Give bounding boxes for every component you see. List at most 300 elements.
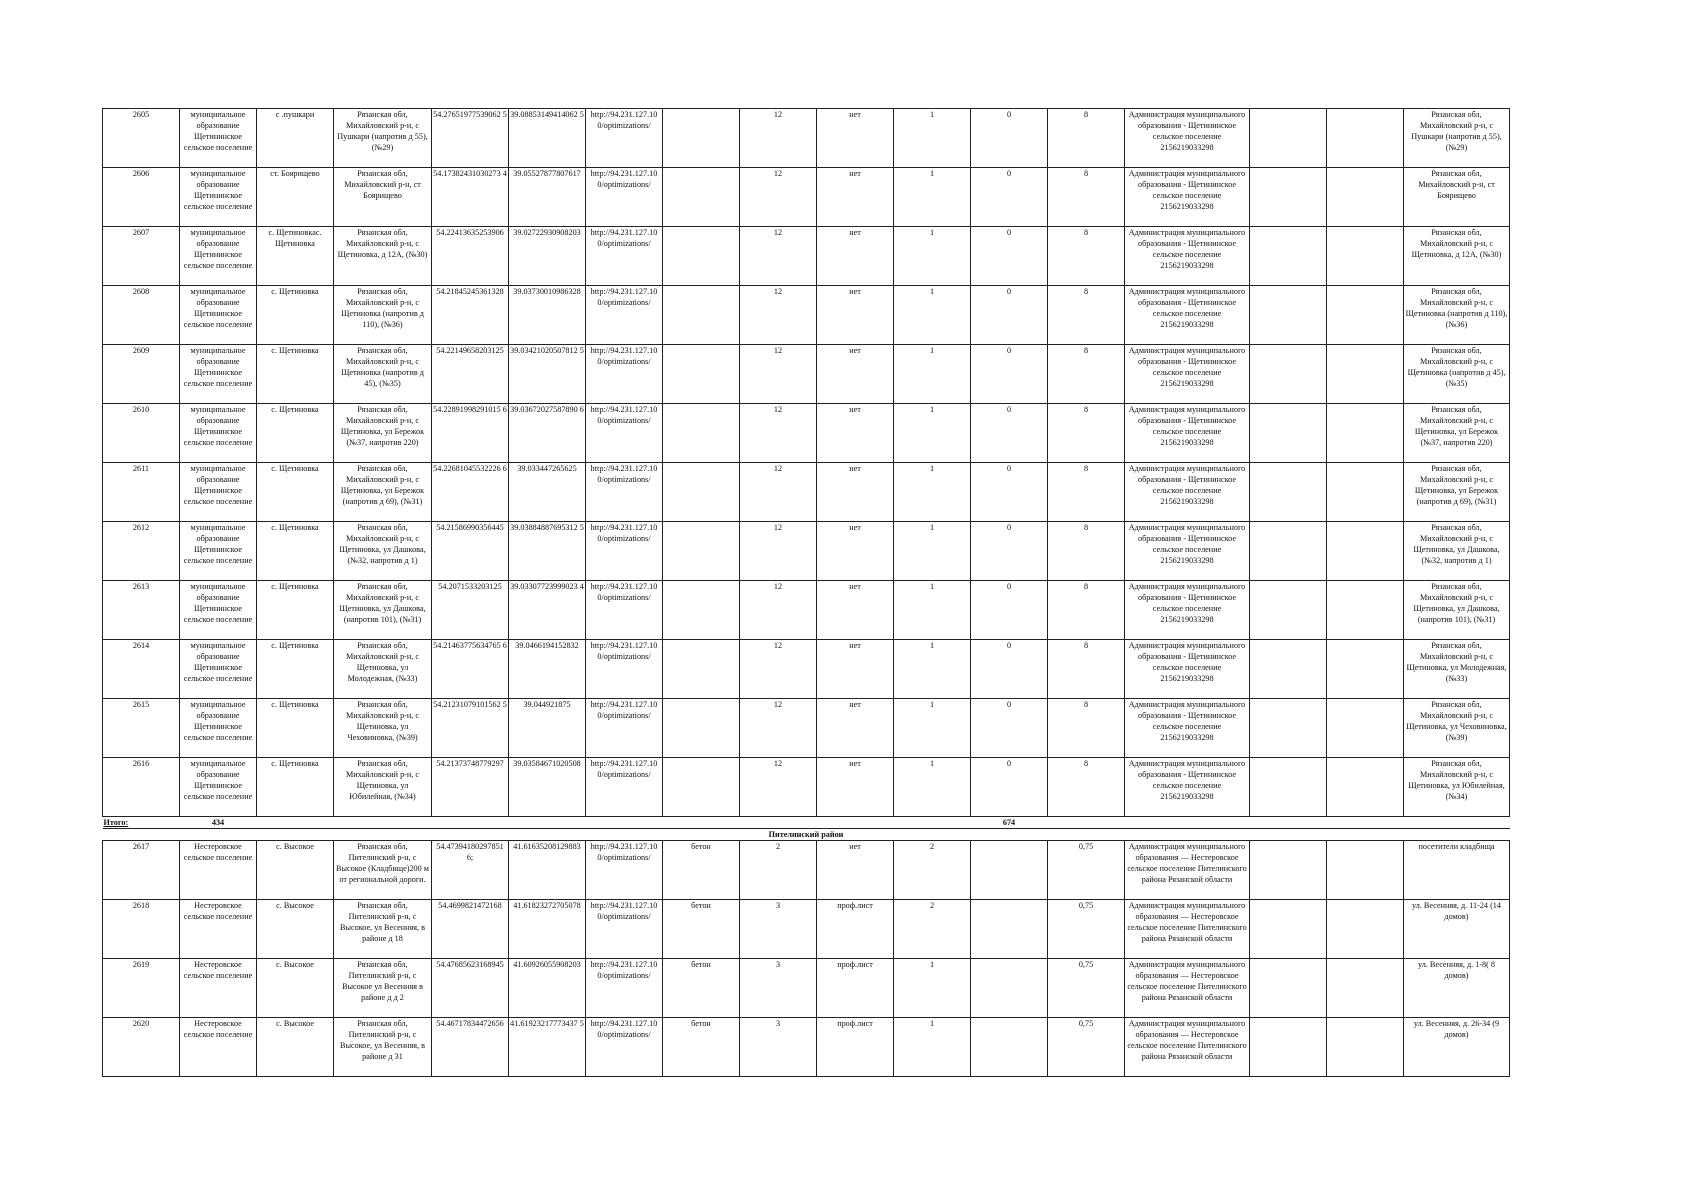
cell-col-b — [1250, 699, 1327, 758]
cell-lat: 54.46717834472656 — [432, 1018, 509, 1077]
cell-volume: 8 — [1048, 581, 1125, 640]
cell-url: http://94.231.127.10 0/optimizations/ — [586, 900, 663, 959]
cell-area: 12 — [740, 699, 817, 758]
cell-url: http://94.231.127.10 0/optimizations/ — [586, 841, 663, 900]
cell-containers: 1 — [894, 168, 971, 227]
cell-col-c — [1327, 109, 1404, 168]
cell-settlement: с. Щетиновка — [257, 699, 334, 758]
cell-area: 12 — [740, 463, 817, 522]
cell-n: 2616 — [103, 758, 180, 817]
table-row — [103, 109, 1510, 168]
cell-municipality: Нестеровское сельское поселение — [180, 1018, 257, 1077]
cell-url: http://94.231.127.10 0/optimizations/ — [586, 404, 663, 463]
cell-containers: 1 — [894, 959, 971, 1018]
cell-address: Рязанская обл, Михайловский р-н, ст Боярищево — [334, 168, 432, 227]
table-row — [103, 404, 1510, 463]
cell-surface — [663, 758, 740, 817]
cell-address: Рязанская обл, Михайловский р-н, с Щетиновка, ул Чеховиновка, (№39) — [334, 699, 432, 758]
cell-col-a: 0 — [971, 758, 1048, 817]
table-row — [103, 581, 1510, 640]
cell-owner: Администрация муниципального образования - Щетининское сельское поселение 2156219033298 — [1125, 345, 1250, 404]
cell-col-b — [1250, 1018, 1327, 1077]
cell-col-c — [1327, 758, 1404, 817]
cell-volume: 8 — [1048, 463, 1125, 522]
cell-fence: проф.лист — [817, 900, 894, 959]
cell-sources: Рязанская обл, Михайловский р-н, с Щетиновка, ул Бережок (напротив д 69), (№31) — [1404, 463, 1510, 522]
cell-url: http://94.231.127.10 0/optimizations/ — [586, 109, 663, 168]
cell-volume: 0,75 — [1048, 841, 1125, 900]
cell-lon: 39.044921875 — [509, 699, 586, 758]
cell-volume: 8 — [1048, 168, 1125, 227]
table-row — [103, 841, 1510, 900]
cell-lon: 39.08853149414062 5 — [509, 109, 586, 168]
cell-address: Рязанская обл, Михайловский р-н, с Щетиновка, ул Дашкова, (№32, напротив д 1) — [334, 522, 432, 581]
cell-fence: нет — [817, 640, 894, 699]
cell-col-a: 0 — [971, 168, 1048, 227]
cell-col-b — [1250, 404, 1327, 463]
cell-settlement: с. Высокое — [257, 841, 334, 900]
cell-col-b — [1250, 463, 1327, 522]
cell-lon: 39.03584671020508 — [509, 758, 586, 817]
cell-sources: ул. Весенняя, д. 11-24 (14 домов) — [1404, 900, 1510, 959]
cell-area: 12 — [740, 581, 817, 640]
cell-lon: 41.61923217773437 5 — [509, 1018, 586, 1077]
cell-settlement: с. Высокое — [257, 900, 334, 959]
cell-municipality: муниципальное образование Щетининское сельское поселение — [180, 286, 257, 345]
cell-lon: 39.05527877807617 — [509, 168, 586, 227]
total-spacer-right — [1048, 817, 1510, 829]
cell-lat: 54.21231079101562 5 — [432, 699, 509, 758]
cell-volume: 8 — [1048, 286, 1125, 345]
cell-col-b — [1250, 841, 1327, 900]
cell-sources: Рязанская обл, Михайловский р-н, с Щетиновка, д 12А, (№30) — [1404, 227, 1510, 286]
cell-col-c — [1327, 404, 1404, 463]
cell-volume: 0,75 — [1048, 1018, 1125, 1077]
cell-containers: 1 — [894, 640, 971, 699]
cell-settlement: с .пушкари — [257, 109, 334, 168]
cell-col-c — [1327, 286, 1404, 345]
cell-lat: 54.47685623168945 — [432, 959, 509, 1018]
cell-col-b — [1250, 345, 1327, 404]
cell-lat: 54.47394180297851 6; — [432, 841, 509, 900]
cell-lon: 39.03672027587890 6 — [509, 404, 586, 463]
cell-municipality: муниципальное образование Щетининское сельское поселение — [180, 109, 257, 168]
cell-owner: Администрация муниципального образования - Щетининское сельское поселение 2156219033298 — [1125, 227, 1250, 286]
cell-lat: 54.4699821472168 — [432, 900, 509, 959]
cell-surface: бетон — [663, 900, 740, 959]
cell-sources: Рязанская обл, Михайловский р-н, с Щетиновка, ул Молодежная, (№33) — [1404, 640, 1510, 699]
cell-lon: 41.61635208129883 — [509, 841, 586, 900]
district-title: Пителинский район — [103, 829, 1510, 841]
cell-containers: 2 — [894, 900, 971, 959]
cell-url: http://94.231.127.10 0/optimizations/ — [586, 522, 663, 581]
cell-url: http://94.231.127.10 0/optimizations/ — [586, 581, 663, 640]
cell-fence: нет — [817, 345, 894, 404]
table-row — [103, 959, 1510, 1018]
cell-col-a: 0 — [971, 404, 1048, 463]
cell-volume: 8 — [1048, 640, 1125, 699]
cell-address: Рязанская обл, Михайловский р-н, с Щетиновка, ул Дашкова, (напротив 101), (№31) — [334, 581, 432, 640]
cell-municipality: Нестеровское сельское поселение — [180, 841, 257, 900]
cell-lat: 54.22681045532226 6 — [432, 463, 509, 522]
cell-fence: нет — [817, 581, 894, 640]
cell-owner: Администрация муниципального образования - Щетининское сельское поселение 2156219033298 — [1125, 522, 1250, 581]
cell-municipality: муниципальное образование Щетининское сельское поселение — [180, 404, 257, 463]
cell-area: 12 — [740, 404, 817, 463]
table-row — [103, 640, 1510, 699]
table-row — [103, 699, 1510, 758]
cell-col-a: 0 — [971, 522, 1048, 581]
register-sheet — [102, 108, 1510, 1077]
cell-surface — [663, 227, 740, 286]
cell-owner: Администрация муниципального образования - Щетининское сельское поселение 2156219033298 — [1125, 581, 1250, 640]
cell-owner: Администрация муниципального образования — Нестеровское сельское поселение Пителинского района Рязанской области — [1125, 959, 1250, 1018]
cell-fence: проф.лист — [817, 959, 894, 1018]
cell-n: 2617 — [103, 841, 180, 900]
cell-address: Рязанская обл, Михайловский р-н, с Щетиновка (напротив д 45), (№35) — [334, 345, 432, 404]
cell-fence: нет — [817, 841, 894, 900]
total-count: 434 — [211, 818, 225, 827]
cell-address: Рязанская обл, Михайловский р-н, с Щетиновка, д 12А, (№30) — [334, 227, 432, 286]
cell-col-a: 0 — [971, 109, 1048, 168]
cell-volume: 0,75 — [1048, 900, 1125, 959]
cell-settlement: с. Щетиновка — [257, 758, 334, 817]
cell-fence: нет — [817, 227, 894, 286]
cell-lon: 39.02722930908203 — [509, 227, 586, 286]
waste-sites-table — [102, 108, 1510, 1077]
cell-settlement: с. Щетиновка — [257, 522, 334, 581]
cell-col-c — [1327, 1018, 1404, 1077]
cell-n: 2612 — [103, 522, 180, 581]
cell-col-b — [1250, 900, 1327, 959]
cell-n: 2611 — [103, 463, 180, 522]
cell-lon: 39.03730010986328 — [509, 286, 586, 345]
cell-address: Рязанская обл, Михайловский р-н, с Щетиновка, ул Бережок (напротив д 69), (№31) — [334, 463, 432, 522]
cell-n: 2613 — [103, 581, 180, 640]
cell-url: http://94.231.127.10 0/optimizations/ — [586, 227, 663, 286]
cell-col-b — [1250, 959, 1327, 1018]
cell-owner: Администрация муниципального образования - Щетининское сельское поселение 2156219033298 — [1125, 109, 1250, 168]
cell-url: http://94.231.127.10 0/optimizations/ — [586, 463, 663, 522]
cell-address: Рязанская обл, Михайловский р-н, с Щетиновка (напротив д 110), (№36) — [334, 286, 432, 345]
cell-surface — [663, 522, 740, 581]
table-row — [103, 522, 1510, 581]
cell-lat: 54.22413635253906 — [432, 227, 509, 286]
cell-lat: 54.22149658203125 — [432, 345, 509, 404]
cell-url: http://94.231.127.10 0/optimizations/ — [586, 959, 663, 1018]
cell-owner: Администрация муниципального образования - Щетининское сельское поселение 2156219033298 — [1125, 463, 1250, 522]
cell-owner: Администрация муниципального образования — Нестеровское сельское поселение Пителинского района Рязанской области — [1125, 1018, 1250, 1077]
cell-col-a: 0 — [971, 227, 1048, 286]
cell-col-c — [1327, 345, 1404, 404]
cell-col-b — [1250, 168, 1327, 227]
cell-sources: ул. Весенняя, д. 26-34 (9 домов) — [1404, 1018, 1510, 1077]
cell-area: 12 — [740, 640, 817, 699]
total-group — [103, 817, 1510, 841]
cell-area: 3 — [740, 1018, 817, 1077]
cell-fence: нет — [817, 522, 894, 581]
cell-surface — [663, 345, 740, 404]
cell-address: Рязанская обл, Пителинский р-н, с Высокое, ул Весенняя, в районе д 18 — [334, 900, 432, 959]
cell-area: 12 — [740, 168, 817, 227]
cell-volume: 8 — [1048, 758, 1125, 817]
cell-lon: 39.033447265625 — [509, 463, 586, 522]
cell-sources: Рязанская обл, Михайловский р-н, с Щетиновка, ул Бережок (№37, напротив 220) — [1404, 404, 1510, 463]
cell-n: 2615 — [103, 699, 180, 758]
cell-surface — [663, 463, 740, 522]
cell-containers: 1 — [894, 109, 971, 168]
cell-col-a — [971, 959, 1048, 1018]
cell-municipality: Нестеровское сельское поселение — [180, 900, 257, 959]
cell-fence: нет — [817, 758, 894, 817]
cell-volume: 8 — [1048, 227, 1125, 286]
table-row — [103, 900, 1510, 959]
cell-municipality: муниципальное образование Щетининское сельское поселение — [180, 758, 257, 817]
rows-group-pitelinsky — [103, 841, 1510, 1077]
cell-sources: Рязанская обл, Михайловский р-н, с Щетиновка, ул Чеховиновка, (№39) — [1404, 699, 1510, 758]
cell-col-a — [971, 900, 1048, 959]
table-row — [103, 345, 1510, 404]
cell-containers: 1 — [894, 758, 971, 817]
cell-area: 12 — [740, 286, 817, 345]
total-spacer — [257, 817, 971, 829]
cell-municipality: муниципальное образование Щетининское сельское поселение — [180, 463, 257, 522]
cell-municipality: муниципальное образование Щетининское сельское поселение — [180, 522, 257, 581]
cell-col-c — [1327, 640, 1404, 699]
cell-col-a: 0 — [971, 345, 1048, 404]
cell-url: http://94.231.127.10 0/optimizations/ — [586, 699, 663, 758]
cell-n: 2608 — [103, 286, 180, 345]
cell-owner: Администрация муниципального образования - Щетининское сельское поселение 2156219033298 — [1125, 699, 1250, 758]
cell-col-a: 0 — [971, 286, 1048, 345]
cell-surface: бетон — [663, 1018, 740, 1077]
cell-volume: 8 — [1048, 109, 1125, 168]
cell-col-c — [1327, 841, 1404, 900]
cell-municipality: муниципальное образование Щетининское сельское поселение — [180, 640, 257, 699]
cell-volume: 8 — [1048, 522, 1125, 581]
cell-sources: Рязанская обл, Михайловский р-н, с Щетиновка (напротив д 110), (№36) — [1404, 286, 1510, 345]
cell-surface — [663, 168, 740, 227]
cell-settlement: с. Щетиновка — [257, 581, 334, 640]
cell-containers: 1 — [894, 522, 971, 581]
cell-address: Рязанская обл, Михайловский р-н, с Пушкари (напротив д 55), (№29) — [334, 109, 432, 168]
cell-surface — [663, 109, 740, 168]
cell-sources: Рязанская обл, Михайловский р-н, с Щетиновка (напротив д 45), (№35) — [1404, 345, 1510, 404]
cell-url: http://94.231.127.10 0/optimizations/ — [586, 1018, 663, 1077]
cell-surface — [663, 699, 740, 758]
cell-col-a — [971, 1018, 1048, 1077]
cell-area: 12 — [740, 345, 817, 404]
cell-col-a: 0 — [971, 581, 1048, 640]
cell-url: http://94.231.127.10 0/optimizations/ — [586, 345, 663, 404]
cell-lon: 39.03307723999023 4 — [509, 581, 586, 640]
cell-col-a — [971, 841, 1048, 900]
cell-col-a: 0 — [971, 640, 1048, 699]
cell-lon: 39.0466194152832 — [509, 640, 586, 699]
cell-sources: посетители кладбища — [1404, 841, 1510, 900]
cell-surface — [663, 404, 740, 463]
cell-address: Рязанская обл, Михайловский р-н, с Щетиновка, ул Юбилейная, (№34) — [334, 758, 432, 817]
cell-area: 12 — [740, 227, 817, 286]
table-row — [103, 168, 1510, 227]
cell-url: http://94.231.127.10 0/optimizations/ — [586, 640, 663, 699]
cell-col-c — [1327, 959, 1404, 1018]
cell-lon: 39.03884887695312 5 — [509, 522, 586, 581]
cell-municipality: муниципальное образование Щетининское сельское поселение — [180, 227, 257, 286]
cell-volume: 8 — [1048, 699, 1125, 758]
cell-col-b — [1250, 640, 1327, 699]
cell-containers: 1 — [894, 345, 971, 404]
cell-settlement: ст. Боярищево — [257, 168, 334, 227]
cell-fence: нет — [817, 699, 894, 758]
cell-owner: Администрация муниципального образования — Нестеровское сельское поселение Пителинского района Рязанской области — [1125, 900, 1250, 959]
cell-sources: ул. Весенняя, д. 1-8( 8 домов) — [1404, 959, 1510, 1018]
total-label: Итого: — [103, 818, 129, 827]
cell-fence: нет — [817, 404, 894, 463]
cell-lat: 54.21586990356445 — [432, 522, 509, 581]
cell-col-a: 0 — [971, 463, 1048, 522]
cell-fence: проф.лист — [817, 1018, 894, 1077]
cell-sources: Рязанская обл, Михайловский р-н, ст Боярищево — [1404, 168, 1510, 227]
cell-address: Рязанская обл, Михайловский р-н, с Щетиновка, ул Молодежная, (№33) — [334, 640, 432, 699]
cell-lat: 54.27651977539062 5 — [432, 109, 509, 168]
cell-municipality: муниципальное образование Щетининское сельское поселение — [180, 581, 257, 640]
cell-area: 12 — [740, 109, 817, 168]
cell-url: http://94.231.127.10 0/optimizations/ — [586, 758, 663, 817]
cell-n: 2618 — [103, 900, 180, 959]
cell-area: 12 — [740, 522, 817, 581]
cell-url: http://94.231.127.10 0/optimizations/ — [586, 168, 663, 227]
cell-url: http://94.231.127.10 0/optimizations/ — [586, 286, 663, 345]
cell-lat: 54.21845245361328 — [432, 286, 509, 345]
cell-surface — [663, 581, 740, 640]
cell-municipality: муниципальное образование Щетининское сельское поселение — [180, 345, 257, 404]
cell-owner: Администрация муниципального образования - Щетининское сельское поселение 2156219033298 — [1125, 640, 1250, 699]
cell-lat: 54.21373748779297 — [432, 758, 509, 817]
total-row — [103, 817, 1510, 829]
cell-fence: нет — [817, 463, 894, 522]
cell-lat: 54.21463775634765 6 — [432, 640, 509, 699]
cell-settlement: с. Высокое — [257, 1018, 334, 1077]
cell-col-c — [1327, 900, 1404, 959]
cell-containers: 1 — [894, 699, 971, 758]
cell-area: 3 — [740, 959, 817, 1018]
cell-col-c — [1327, 168, 1404, 227]
cell-lon: 41.61823272705078 — [509, 900, 586, 959]
cell-col-c — [1327, 522, 1404, 581]
cell-owner: Администрация муниципального образования - Щетининское сельское поселение 2156219033298 — [1125, 286, 1250, 345]
cell-containers: 1 — [894, 404, 971, 463]
cell-n: 2606 — [103, 168, 180, 227]
cell-lat: 54.17382431030273 4 — [432, 168, 509, 227]
cell-owner: Администрация муниципального образования - Щетининское сельское поселение 2156219033298 — [1125, 168, 1250, 227]
cell-municipality: Нестеровское сельское поселение — [180, 959, 257, 1018]
total-containers: 674 — [1002, 818, 1016, 827]
cell-fence: нет — [817, 168, 894, 227]
cell-volume: 8 — [1048, 404, 1125, 463]
cell-settlement: с. Щетиновка — [257, 404, 334, 463]
cell-address: Рязанская обл, Пителинский р-н, с Высокое ул Весенняя в районе д д 2 — [334, 959, 432, 1018]
cell-sources: Рязанская обл, Михайловский р-н, с Пушкари (напротив д 55), (№29) — [1404, 109, 1510, 168]
cell-containers: 1 — [894, 286, 971, 345]
cell-containers: 1 — [894, 581, 971, 640]
cell-containers: 1 — [894, 1018, 971, 1077]
cell-n: 2610 — [103, 404, 180, 463]
cell-n: 2605 — [103, 109, 180, 168]
cell-settlement: с. Щетиновка — [257, 640, 334, 699]
cell-col-b — [1250, 286, 1327, 345]
cell-containers: 1 — [894, 463, 971, 522]
cell-address: Рязанская обл, Михайловский р-н, с Щетиновка, ул Бережок (№37, напротив 220) — [334, 404, 432, 463]
cell-col-b — [1250, 227, 1327, 286]
cell-fence: нет — [817, 109, 894, 168]
cell-area: 12 — [740, 758, 817, 817]
cell-fence: нет — [817, 286, 894, 345]
cell-sources: Рязанская обл, Михайловский р-н, с Щетиновка, ул Юбилейная, (№34) — [1404, 758, 1510, 817]
cell-col-c — [1327, 463, 1404, 522]
table-row — [103, 286, 1510, 345]
cell-col-b — [1250, 522, 1327, 581]
cell-containers: 2 — [894, 841, 971, 900]
cell-settlement: с. Щетиновкаc. Щетиновка — [257, 227, 334, 286]
cell-col-c — [1327, 699, 1404, 758]
cell-settlement: с. Щетиновка — [257, 345, 334, 404]
table-row — [103, 758, 1510, 817]
cell-containers: 1 — [894, 227, 971, 286]
cell-surface: бетон — [663, 959, 740, 1018]
cell-col-b — [1250, 109, 1327, 168]
cell-surface: бетон — [663, 841, 740, 900]
cell-owner: Администрация муниципального образования - Щетининское сельское поселение 2156219033298 — [1125, 758, 1250, 817]
cell-municipality: муниципальное образование Щетининское сельское поселение — [180, 168, 257, 227]
cell-col-b — [1250, 581, 1327, 640]
cell-settlement: с. Щетиновка — [257, 286, 334, 345]
cell-volume: 8 — [1048, 345, 1125, 404]
cell-lon: 39.03421020507812 5 — [509, 345, 586, 404]
cell-n: 2614 — [103, 640, 180, 699]
table-row — [103, 463, 1510, 522]
rows-group-mikhailovsky — [103, 109, 1510, 817]
cell-area: 2 — [740, 841, 817, 900]
cell-settlement: с. Щетиновка — [257, 463, 334, 522]
cell-address: Рязанская обл, Пителинский р-н, с Высокое, ул Весенняя, в районе д 31 — [334, 1018, 432, 1077]
district-header-row — [103, 829, 1510, 841]
cell-lat: 54.2071533203125 — [432, 581, 509, 640]
table-row — [103, 227, 1510, 286]
table-row — [103, 1018, 1510, 1077]
cell-n: 2609 — [103, 345, 180, 404]
cell-sources: Рязанская обл, Михайловский р-н, с Щетиновка, ул Дашкова, (№32, напротив д 1) — [1404, 522, 1510, 581]
cell-owner: Администрация муниципального образования — Нестеровское сельское поселение Пителинского района Рязанской области — [1125, 841, 1250, 900]
cell-n: 2620 — [103, 1018, 180, 1077]
cell-owner: Администрация муниципального образования - Щетининское сельское поселение 2156219033298 — [1125, 404, 1250, 463]
cell-area: 3 — [740, 900, 817, 959]
cell-n: 2607 — [103, 227, 180, 286]
cell-lon: 41.60926055908203 — [509, 959, 586, 1018]
cell-address: Рязанская обл, Пителинский р-н, с Высокое (Кладбище)200 м от региональной дороги. — [334, 841, 432, 900]
cell-settlement: с. Высокое — [257, 959, 334, 1018]
cell-col-c — [1327, 581, 1404, 640]
cell-surface — [663, 286, 740, 345]
cell-lat: 54.22891998291015 6 — [432, 404, 509, 463]
cell-municipality: муниципальное образование Щетининское сельское поселение — [180, 699, 257, 758]
cell-n: 2619 — [103, 959, 180, 1018]
cell-surface — [663, 640, 740, 699]
cell-col-c — [1327, 227, 1404, 286]
cell-volume: 0,75 — [1048, 959, 1125, 1018]
cell-col-a: 0 — [971, 699, 1048, 758]
cell-col-b — [1250, 758, 1327, 817]
